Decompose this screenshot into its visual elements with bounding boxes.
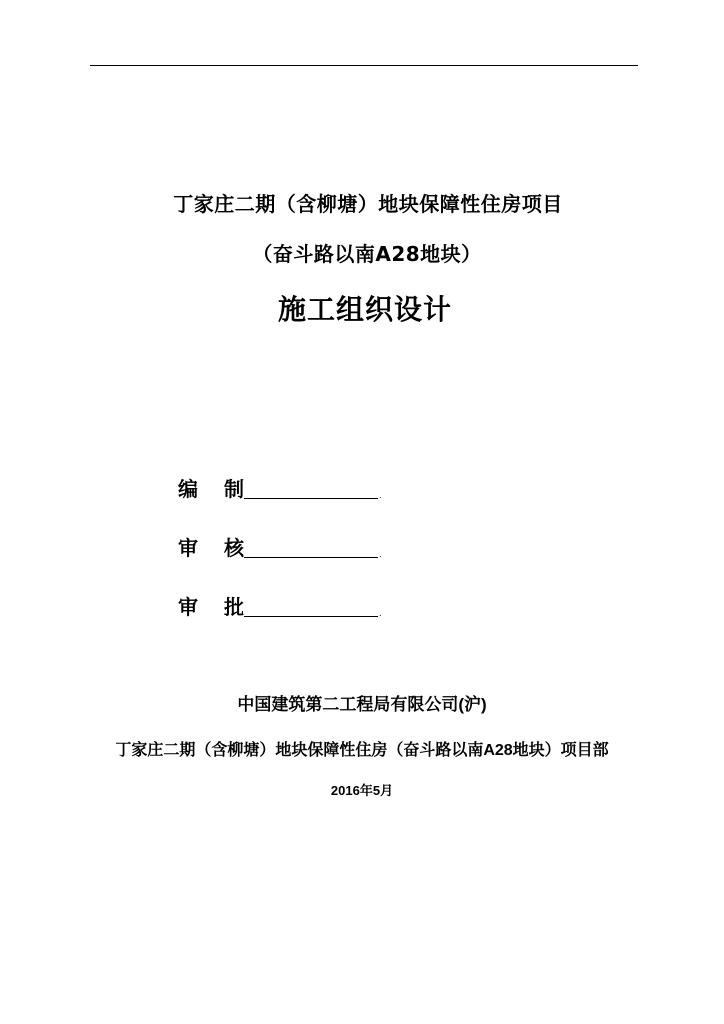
signature-label-char: 批 [224,595,244,619]
project-department: 丁家庄二期（含柳塘）地块保障性住房（奋斗路以南A28地块）项目部 [115,742,609,759]
signature-label-char: 制 [224,477,244,501]
signature-blank-line [244,498,378,499]
signature-label-char: 审 [178,595,198,619]
project-title: 丁家庄二期（含柳塘）地块保障性住房项目 [173,192,563,216]
signature-end-dot: . [379,491,382,500]
signature-row-reviewed [178,531,382,561]
signature-label-char: 编 [178,477,198,501]
signature-blank-line [244,557,378,558]
signature-label [178,476,244,502]
project-subtitle: （奋斗路以南A28地块） [252,242,482,266]
signature-blank-line [244,616,378,617]
signature-end-dot: . [379,550,382,559]
signature-label [178,594,244,620]
signature-end-dot: . [379,609,382,618]
signature-row-compiled [178,472,382,502]
company-name: 中国建筑第二工程局有限公司(沪) [237,695,487,714]
signature-label [178,535,244,561]
document-date: 2016年5月 [330,783,394,798]
document-title: 施工组织设计 [277,293,452,326]
header-rule [90,65,638,66]
signature-row-approved [178,590,382,620]
signature-label-char: 审 [178,536,198,560]
signature-label-char: 核 [224,536,244,560]
